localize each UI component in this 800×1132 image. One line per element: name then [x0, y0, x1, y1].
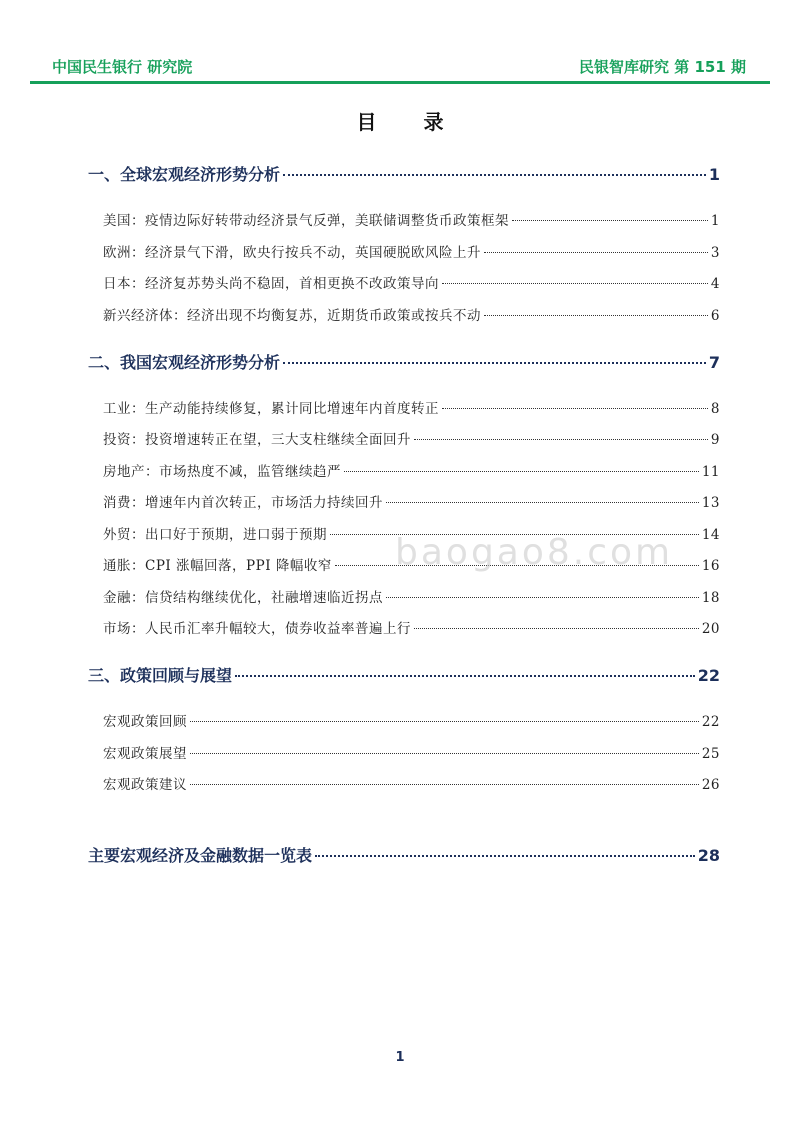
toc-item[interactable]: 投资：投资增速转正在望，三大支柱继续全面回升 9: [103, 432, 720, 448]
page-header: [52, 54, 746, 80]
page-number: 1: [395, 1050, 405, 1065]
toc-item[interactable]: 宏观政策回顾 22: [103, 714, 720, 730]
toc-item[interactable]: 美国：疫情边际好转带动经济景气反弹，美联储调整货币政策框架 1: [103, 213, 720, 229]
watermark: baogao8.com: [395, 532, 674, 573]
toc-item[interactable]: 新兴经济体：经济出现不均衡复苏，近期货币政策或按兵不动 6: [103, 308, 720, 324]
toc-item[interactable]: 工业：生产动能持续修复，累计同比增速年内首度转正 8: [103, 401, 720, 417]
header-institution: 中国民生银行 研究院: [52, 58, 193, 76]
page-title: 目 录: [356, 110, 464, 134]
toc-item[interactable]: 市场：人民币汇率升幅较大，债券收益率普遍上行 20: [103, 621, 720, 637]
toc-item[interactable]: 宏观政策建议 26: [103, 777, 720, 793]
toc-item[interactable]: 欧洲：经济景气下滑，欧央行按兵不动，英国硬脱欧风险上升 3: [103, 245, 720, 261]
header-divider: [30, 81, 770, 84]
toc-section-appendix[interactable]: 主要宏观经济及金融数据一览表 28: [88, 846, 720, 865]
toc-item[interactable]: 房地产：市场热度不减，监管继续趋严 11: [103, 464, 720, 480]
toc-item[interactable]: 消费：增速年内首次转正，市场活力持续回升 13: [103, 495, 720, 511]
toc-section-1[interactable]: 一、全球宏观经济形势分析 1: [88, 165, 720, 184]
toc-item[interactable]: 通胀：CPI 涨幅回落，PPI 降幅收窄 16: [103, 558, 720, 574]
toc-item[interactable]: 外贸：出口好于预期，进口弱于预期 14: [103, 527, 720, 543]
toc-item[interactable]: 金融：信贷结构继续优化，社融增速临近拐点 18: [103, 590, 720, 606]
toc-item[interactable]: 宏观政策展望 25: [103, 746, 720, 762]
toc-section-2[interactable]: 二、我国宏观经济形势分析 7: [88, 353, 720, 372]
toc-section-3[interactable]: 三、政策回顾与展望 22: [88, 666, 720, 685]
header-issue: 民银智库研究 第 151 期: [579, 58, 746, 76]
toc-item[interactable]: 日本：经济复苏势头尚不稳固，首相更换不改政策导向 4: [103, 276, 720, 292]
